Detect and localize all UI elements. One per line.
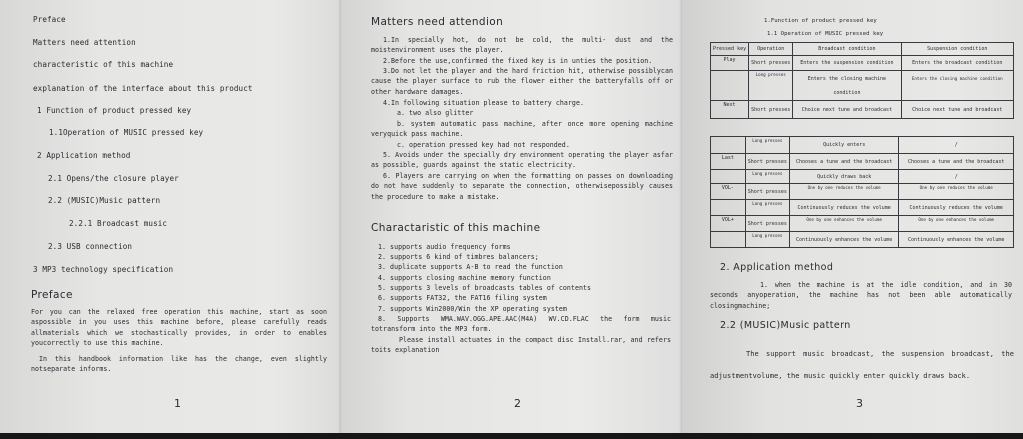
feature-4: 4. supports closing machine memory function	[378, 274, 551, 282]
page-2	[341, 0, 682, 433]
scan-edge	[0, 433, 1023, 439]
music-pattern-heading: 2.2 (MUSIC)Music pattern	[720, 320, 851, 331]
op-cell: Short presses	[749, 101, 793, 119]
key-cell: VOL+	[711, 216, 746, 232]
feature-7: 7. supports Win2000/Win the XP operating system	[378, 305, 567, 313]
op-cell: Long presses	[745, 137, 789, 154]
suspension-cell: Continuously reduces the volume	[899, 200, 1014, 216]
broadcast-cell: Quickly draws back	[789, 170, 899, 184]
charactaristic-heading: Charactaristic of this machine	[371, 222, 541, 234]
header-broadcast: Broadcast condition	[793, 43, 901, 56]
broadcast-line-1: Enters the closing machine	[807, 75, 887, 82]
broadcast-cell: Enters the suspension condition	[793, 56, 901, 71]
header-operation: Operation	[749, 43, 793, 56]
broadcast-cell: Continuously enhances the volume	[789, 232, 899, 248]
matter-item-2: 2.Before the use,confirmed the fixed key is in unties the position.	[383, 57, 653, 65]
matter-item-5: 5. Avoids under the specially dry environment operating the player asfar as possible, guards against the static electricity.	[371, 151, 673, 170]
page-number-1: 1	[174, 397, 181, 410]
table-header-row	[711, 43, 1014, 56]
suspension-cell: /	[899, 170, 1014, 184]
matter-item-4: 4.In following situation please to battery charge.	[383, 99, 584, 107]
toc-matters: Matters need attention	[33, 38, 136, 47]
broadcast-cell: One by one enhances the volume	[789, 216, 899, 232]
suspension-cell: Continuously enhances the volume	[899, 232, 1014, 248]
header-pressed-key: Pressed key	[711, 43, 749, 56]
broadcast-cell: Choice next tune and broadcast	[793, 101, 901, 119]
feature-8: 8. Supports WMA.WAV.OGG.APE.AAC(M4A) WV.CD.FLAC the form music totransform into the MP3 form.	[371, 315, 671, 334]
application-heading: 2. Application method	[720, 262, 834, 273]
suspension-cell: /	[899, 137, 1014, 154]
matter-item-3: 3.Do not let the player and the hard friction hit, otherwise possiblycan cause the player surface to rub the flower either the batteryfalls off or other hardware damages.	[371, 67, 673, 96]
toc-preface: Preface	[33, 15, 66, 24]
table-row	[711, 170, 1014, 184]
preface-heading: Preface	[31, 289, 73, 301]
page-number-3: 3	[856, 397, 863, 410]
matters-heading: Matters need attendion	[371, 16, 504, 28]
suspension-cell: Chooses a tune and the broadcast	[899, 154, 1014, 170]
table-row	[711, 154, 1014, 170]
page-1	[0, 0, 341, 433]
toc-application: 2 Application method	[37, 151, 131, 160]
toc-usb: 2.3 USB connection	[48, 242, 133, 251]
operation-title: 1.1 Operation of MUSIC pressed key	[767, 31, 884, 37]
op-cell: Short presses	[749, 56, 793, 71]
preface-paragraph-2: In this handbook information like has the change, even slightly notseparate informs.	[31, 355, 327, 374]
broadcast-cell	[793, 71, 901, 101]
key-cell	[711, 232, 746, 248]
table-row	[711, 137, 1014, 154]
table-row	[711, 200, 1014, 216]
op-cell: Short presses	[745, 154, 789, 170]
table-row	[711, 101, 1014, 119]
op-cell: Long presses	[745, 200, 789, 216]
table-row	[711, 56, 1014, 71]
toc-music-pattern: 2.2 (MUSIC)Music pattern	[48, 196, 161, 205]
op-cell: Long presses	[745, 232, 789, 248]
matter-item-4a: a. two also glitter	[397, 109, 474, 117]
toc-interface: explanation of the interface about this product	[33, 84, 253, 93]
feature-3: 3. duplicate supports A-B to read the function	[378, 263, 563, 271]
table-row	[711, 184, 1014, 200]
toc-broadcast: 2.2.1 Broadcast music	[69, 219, 168, 228]
broadcast-line-2: condition	[833, 89, 861, 96]
key-cell	[711, 71, 749, 101]
toc-mp3: 3 MP3 technology specification	[33, 265, 174, 274]
key-table-2	[710, 136, 1014, 248]
matter-item-4c: c. operation pressed key had not responded.	[397, 141, 570, 149]
preface-paragraph-1: For you can the relaxed free operation this machine, start as soon aspossible in you uses this machine before, please carefully reads allmaterials which we stochastically provides, in order to enables youcorrectly to use this machine.	[31, 308, 327, 347]
broadcast-cell: Chooses a tune and the broadcast	[789, 154, 899, 170]
toc-characteristic: characteristic of this machine	[33, 60, 174, 69]
key-cell: VOL-	[711, 184, 746, 200]
key-cell: Last	[711, 154, 746, 170]
broadcast-cell: Quickly enters	[789, 137, 899, 154]
op-cell: Short presses	[745, 216, 789, 232]
key-cell	[711, 137, 746, 154]
page-3	[682, 0, 1023, 433]
matter-item-6: 6. Players are carrying on when the formatting on passes on downloading do not have suddenly to separate the connection, otherwisepossibly causes the procedure to make a mistake.	[371, 172, 673, 201]
suspension-cell: One by one reduces the volume	[899, 184, 1014, 200]
key-cell	[711, 170, 746, 184]
header-suspension: Suspension condition	[901, 43, 1013, 56]
toc-music-key: 1.1Operation of MUSIC pressed key	[49, 128, 204, 137]
feature-2: 2. supports 6 kind of timbres balancers;	[378, 253, 539, 261]
key-cell: Next	[711, 101, 749, 119]
broadcast-cell: Continuously reduces the volume	[789, 200, 899, 216]
music-pattern-text: The support music broadcast, the suspension broadcast, the adjustmentvolume, the music quickly enter quickly draws back.	[710, 350, 1014, 380]
key-cell: Play	[711, 56, 749, 71]
key-table-1	[710, 42, 1014, 119]
key-cell	[711, 200, 746, 216]
op-cell: Long presses	[745, 170, 789, 184]
table-row	[711, 216, 1014, 232]
op-cell: Short presses	[745, 184, 789, 200]
suspension-cell: One by one enhances the volume	[899, 216, 1014, 232]
suspension-cell: Enters the broadcast condition	[901, 56, 1013, 71]
suspension-cell: Choice next tune and broadcast	[901, 101, 1013, 119]
suspension-cell: Enters the closing machine condition	[901, 71, 1013, 101]
broadcast-cell: One by one reduces the volume	[789, 184, 899, 200]
table-row	[711, 71, 1014, 101]
feature-1: 1. supports audio frequency forms	[378, 243, 511, 251]
function-title: 1.Function of product pressed key	[764, 18, 877, 24]
application-text: 1. when the machine is at the idle condition, and in 30 seconds anyoperation, the machine has not been able automatically closingmachine;	[710, 281, 1012, 310]
matter-item-1: 1.In specially hot, do not be cold, the multi- dust and the moistenvironment uses the player.	[371, 36, 673, 55]
toc-function: 1 Function of product pressed key	[37, 106, 192, 115]
op-cell: Long presses	[749, 71, 793, 101]
toc-opens: 2.1 Opens/the closure player	[48, 174, 179, 183]
install-note: Please install actuates in the compact disc Install.rar, and refers toits explanation	[371, 336, 671, 355]
page-number-2: 2	[514, 397, 521, 410]
matter-item-4b: b. system automatic pass machine, after once more opening machine veryquick pass machine.	[371, 120, 673, 139]
feature-6: 6. supports FAT32, the FAT16 filing system	[378, 294, 547, 302]
table-row	[711, 232, 1014, 248]
feature-5: 5. supports 3 levels of broadcasts tables of contents	[378, 284, 592, 292]
